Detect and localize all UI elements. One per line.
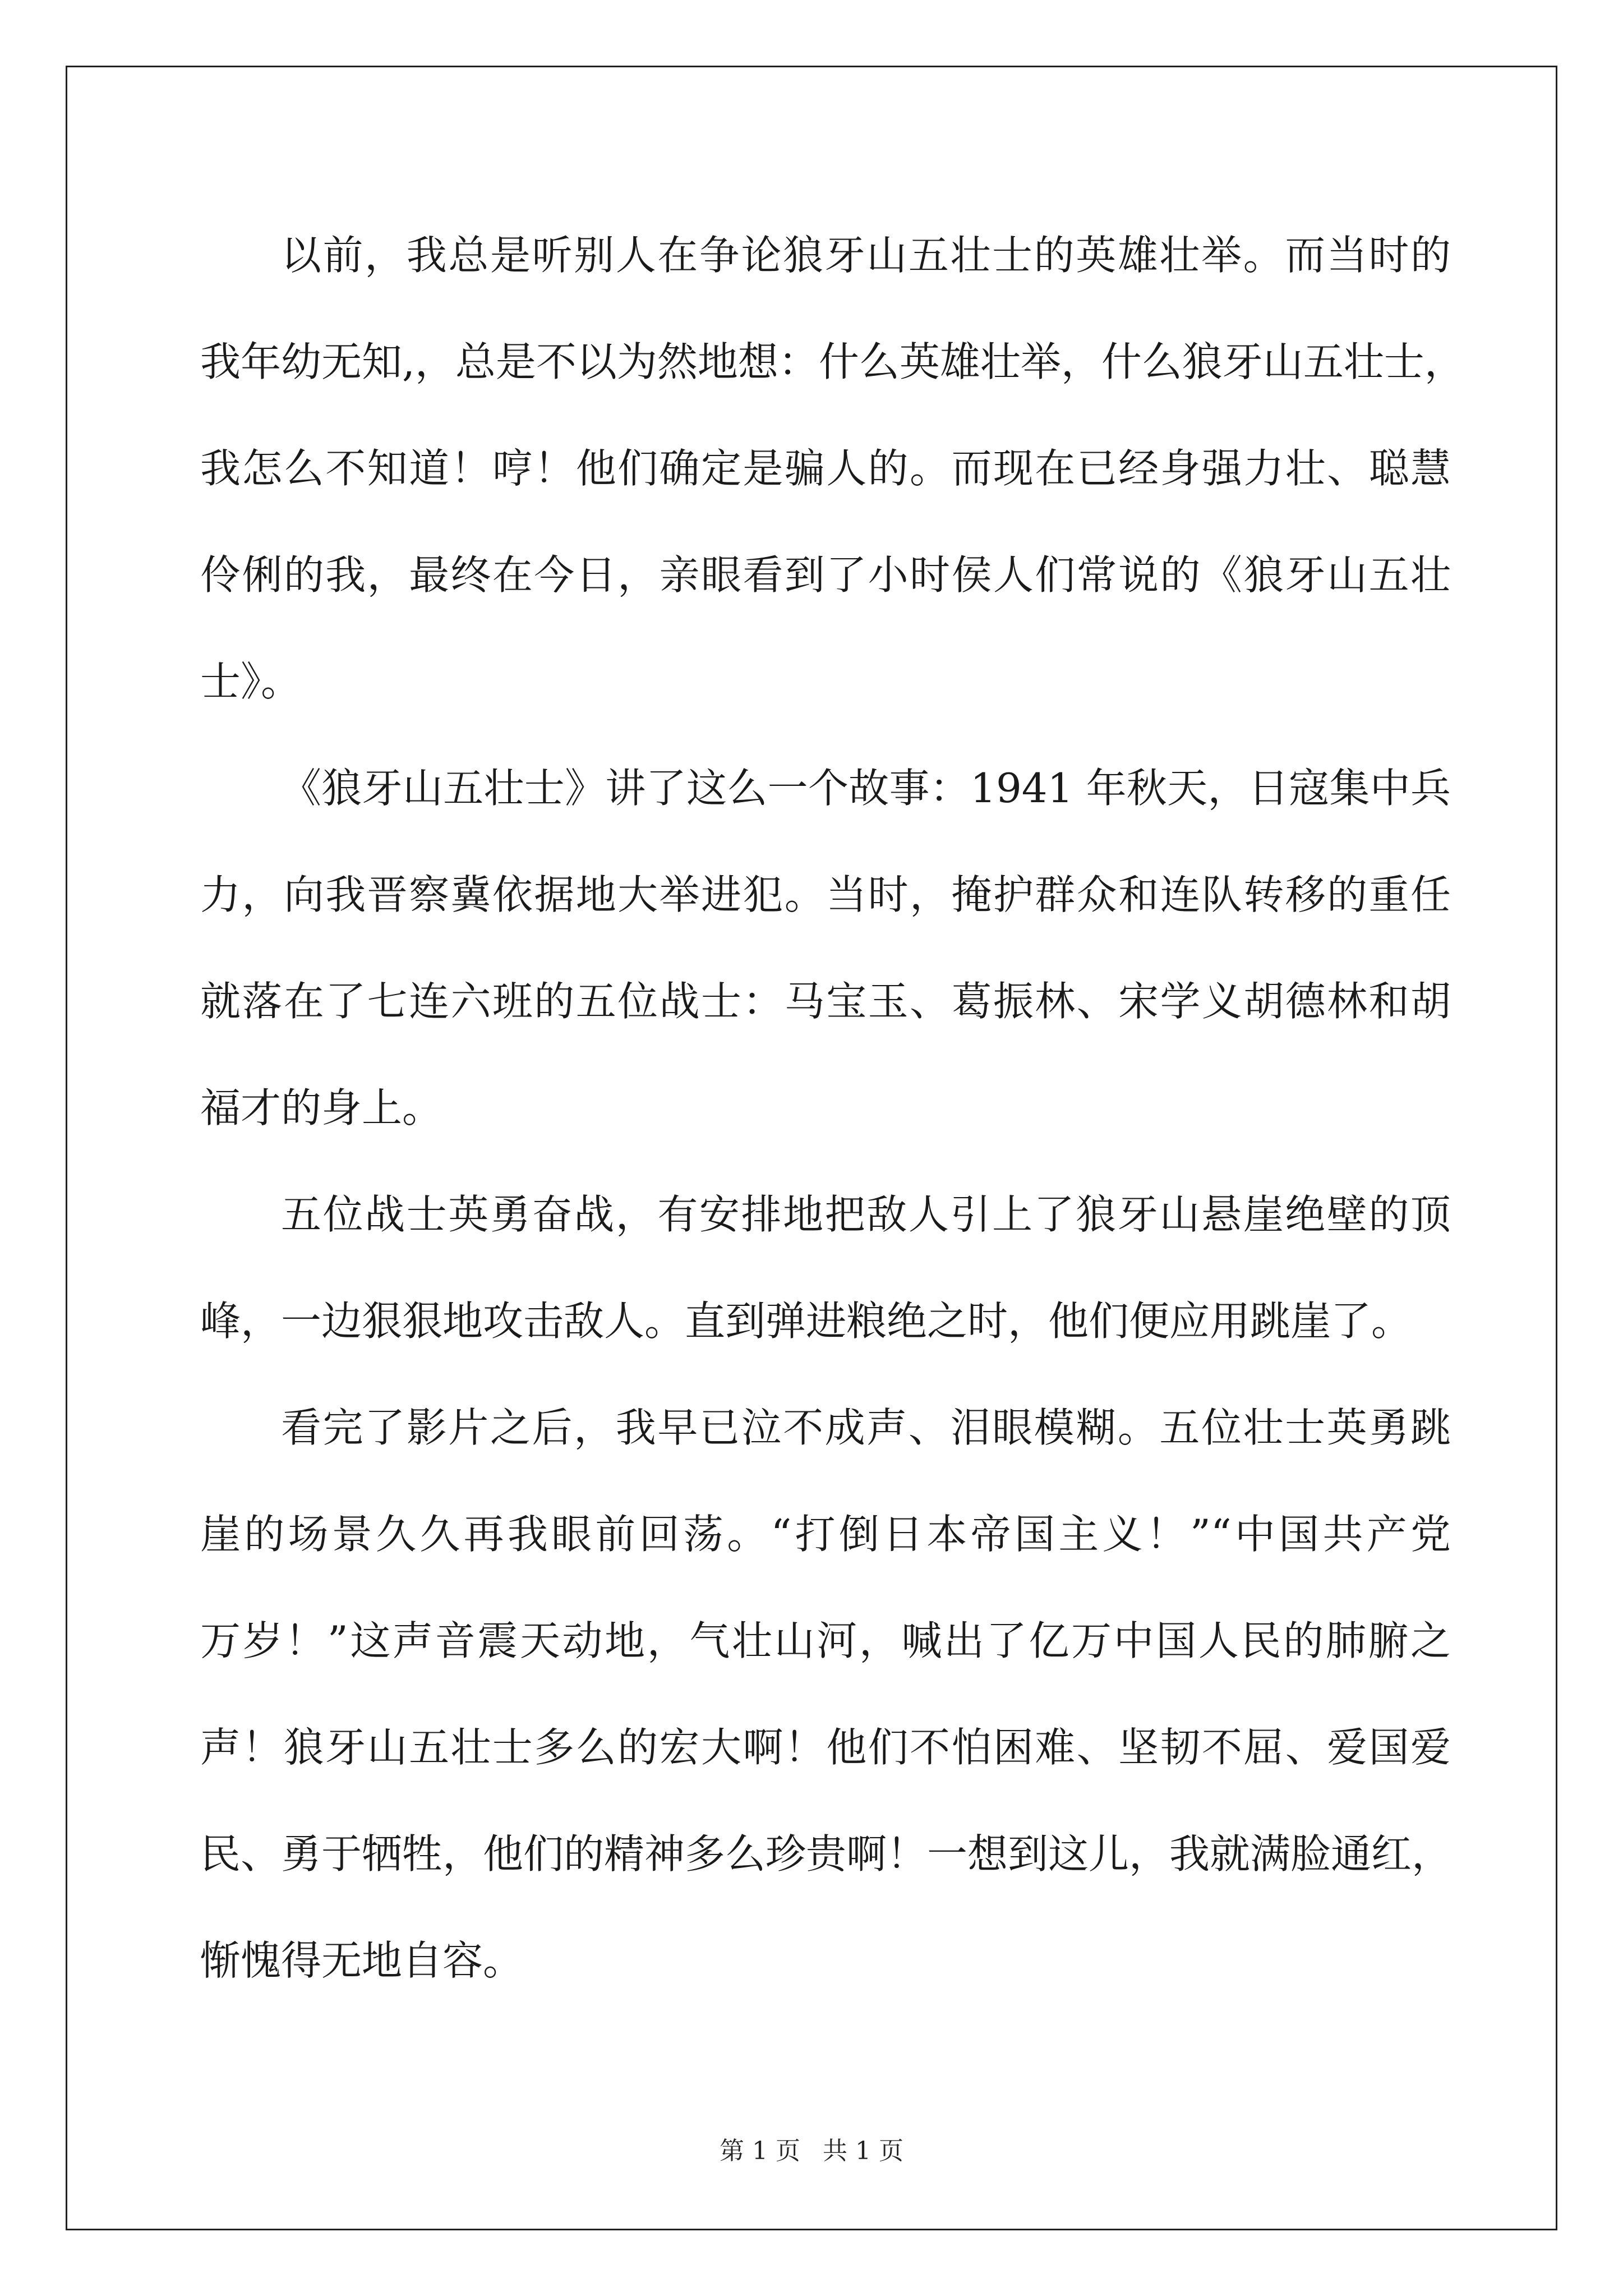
page-footer: [0, 2134, 1623, 2168]
paragraph-4-line-1: 看完了影片之后，我早已泣不成声、泪眼模糊。五位壮士英勇跳: [281, 1404, 1451, 1451]
paragraph-1-line-2: 我年幼无知,，总是不以为然地想：什么英雄壮举，什么狼牙山五壮士，: [200, 338, 1465, 385]
paragraph-4-line-5: 民、勇于牺牲，他们的精神多么珍贵啊！一想到这儿，我就满脸通红，: [200, 1830, 1453, 1878]
paragraph-4-line-3: 万岁！”这声音震天动地，气壮山河，喊出了亿万中国人民的肺腑之: [200, 1617, 1451, 1664]
paragraph-2-line-3: 就落在了七连六班的五位战士：马宝玉、葛振林、宋学义胡德林和胡: [200, 978, 1451, 1025]
paragraph-1-line-5: 士》。: [200, 658, 302, 705]
page-number-total: 共 1 页: [823, 2137, 903, 2165]
paragraph-2-line-2: 力，向我晋察冀依据地大举进犯。当时，掩护群众和连队转移的重任: [200, 871, 1451, 918]
paragraph-1-line-3: 我怎么不知道！哼！他们确定是骗人的。而现在已经身强力壮、聪慧: [200, 445, 1451, 492]
paragraph-3-line-2: 峰，一边狠狠地攻击敌人。直到弹进粮绝之时，他们便应用跳崖了。: [200, 1297, 1412, 1345]
page-number-current: 第 1 页: [720, 2137, 800, 2165]
paragraph-4-line-6: 惭愧得无地自容。: [200, 1937, 524, 1984]
paragraph-4-line-4: 声！狼牙山五壮士多么的宏大啊！他们不怕困难、坚韧不屈、爱国爱: [200, 1724, 1451, 1771]
paragraph-3-line-1: 五位战士英勇奋战，有安排地把敌人引上了狼牙山悬崖绝壁的顶: [281, 1191, 1451, 1238]
paragraph-2-line-1: 《狼牙山五壮士》讲了这么一个故事：1941 年秋天，日寇集中兵: [281, 765, 1451, 812]
page-border: [66, 66, 1557, 2230]
paragraph-1-line-4: 伶俐的我，最终在今日，亲眼看到了小时侯人们常说的《狼牙山五壮: [200, 551, 1451, 599]
paragraph-1-line-1: 以前，我总是听别人在争论狼牙山五壮士的英雄壮举。而当时的: [281, 232, 1451, 279]
paragraph-2-line-4: 福才的身上。: [200, 1084, 443, 1131]
paragraph-4-line-2: 崖的场景久久再我眼前回荡。“打倒日本帝国主义！”“中国共产党: [200, 1511, 1451, 1558]
